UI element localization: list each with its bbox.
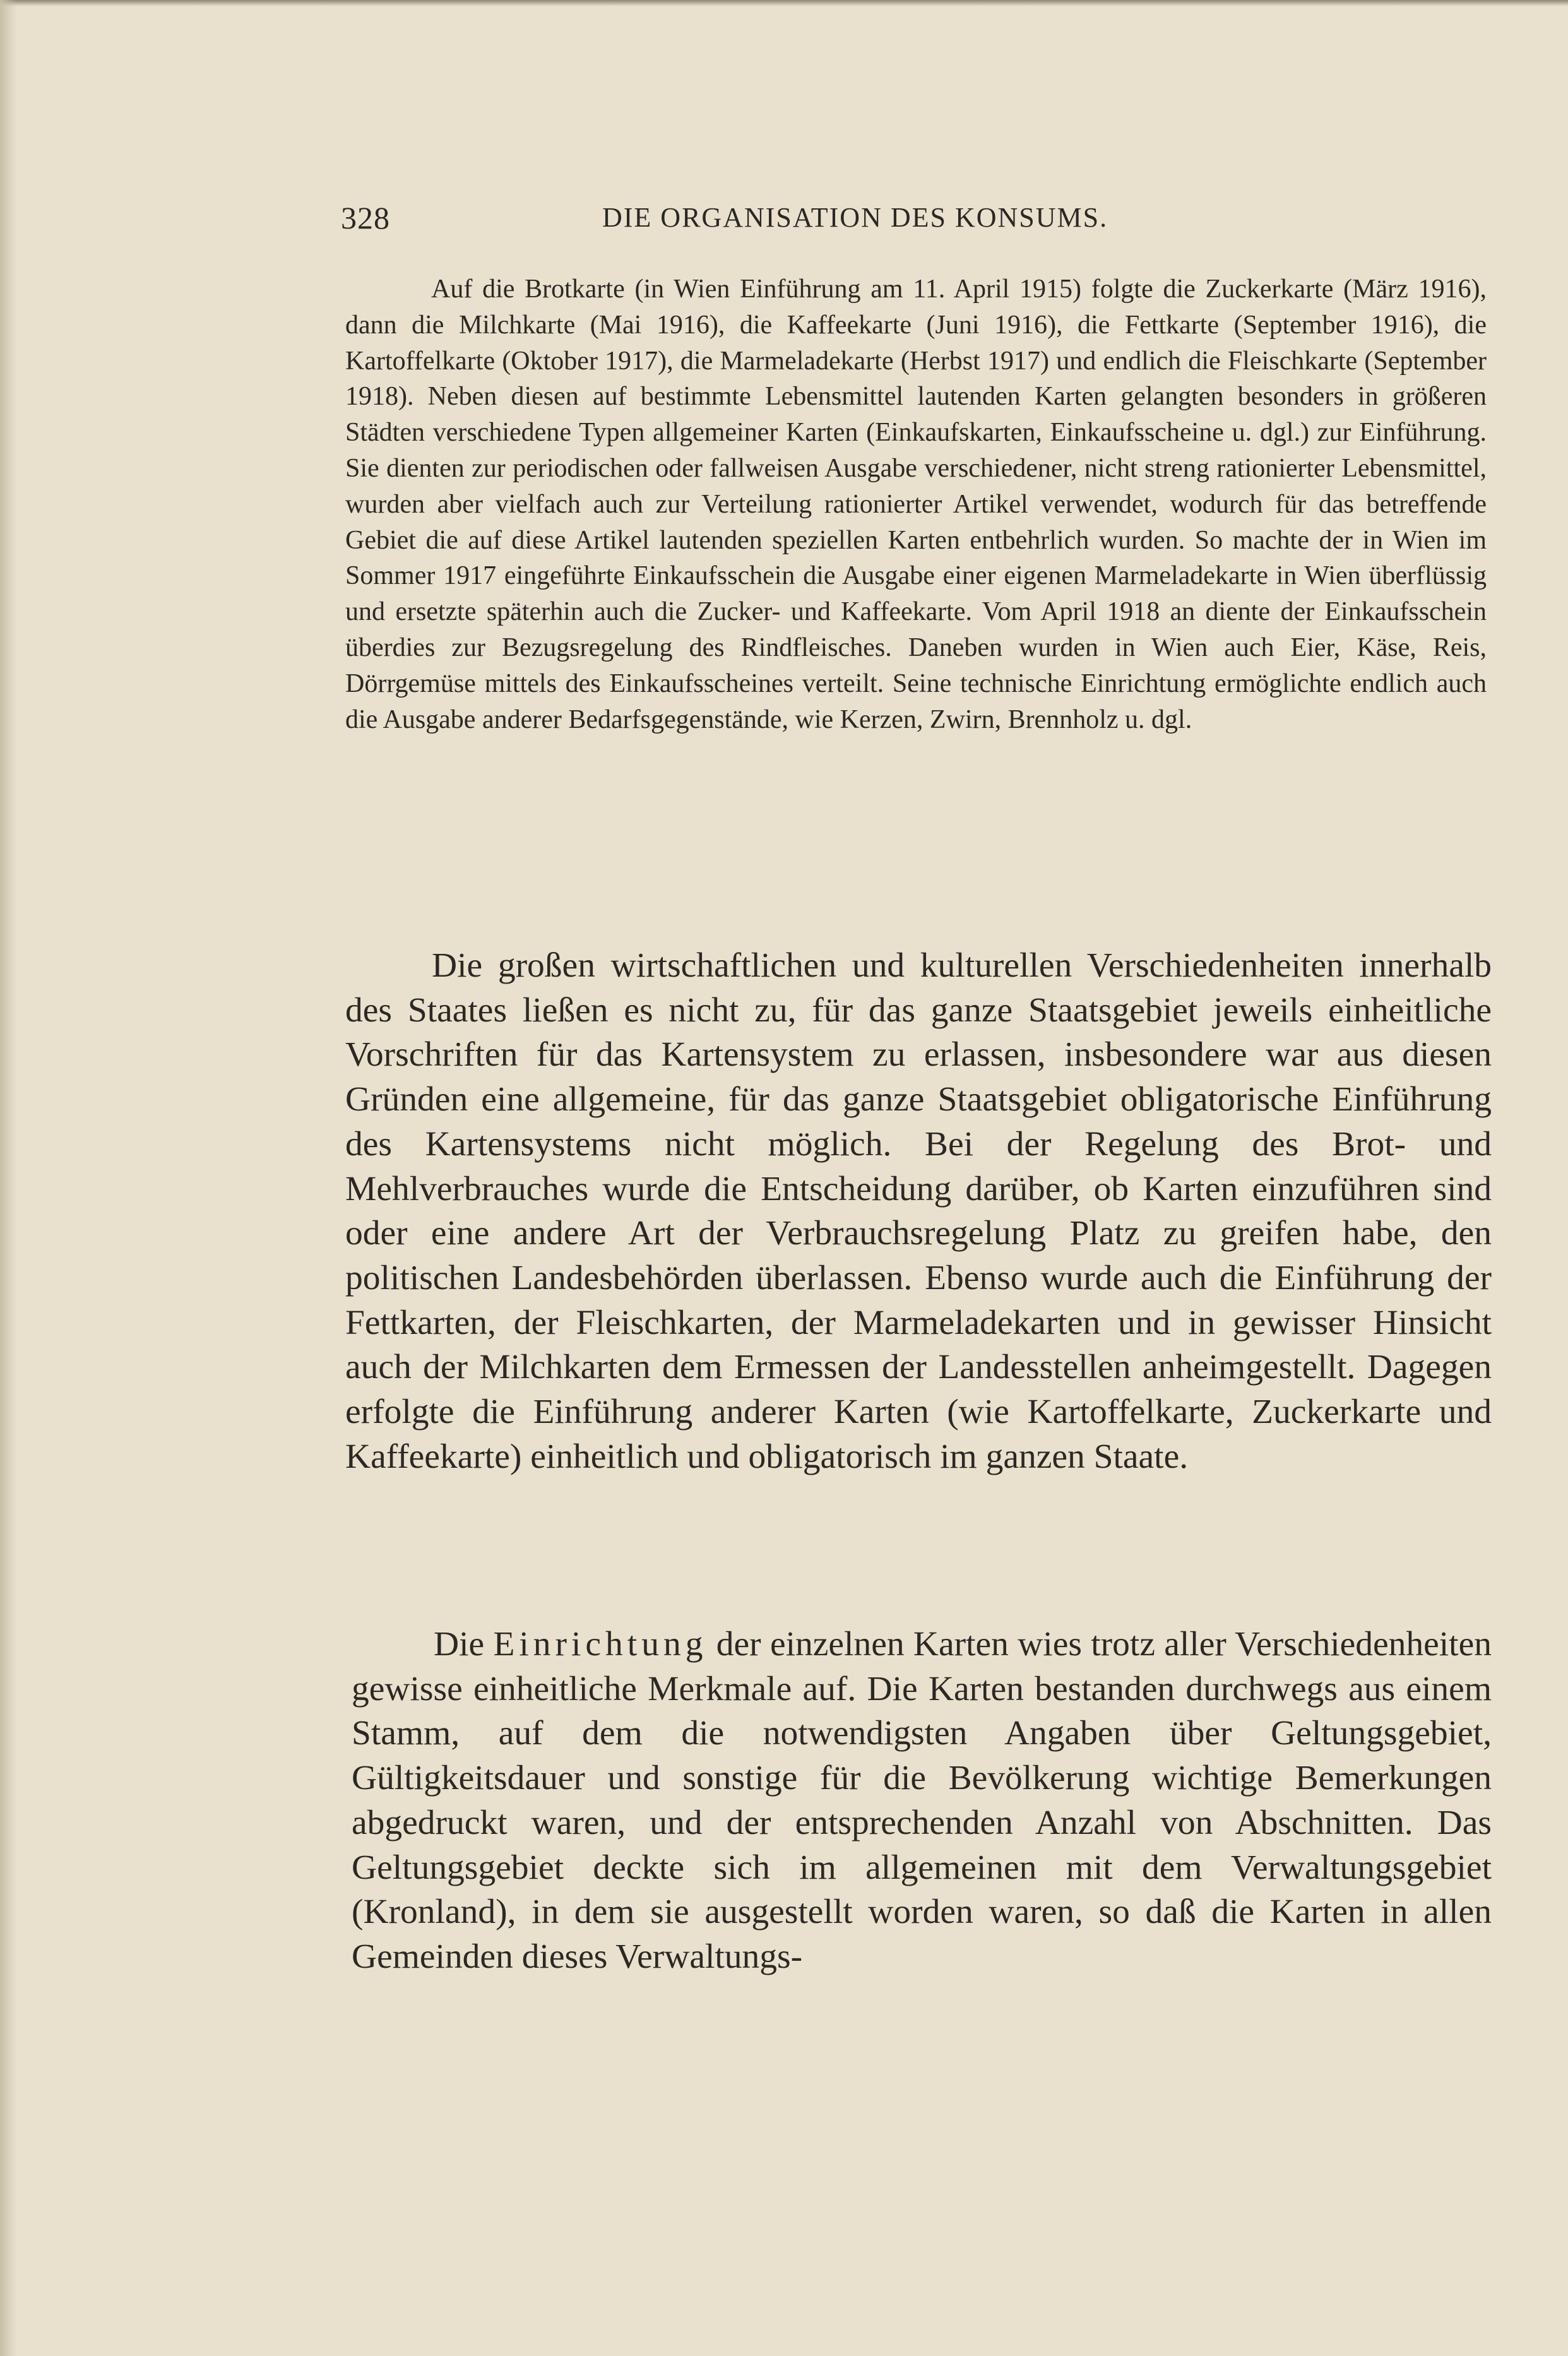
paragraph-2-text: der einzelnen Karten wies trotz aller Verschiedenheiten gewisse einheitliche Merkmale auf. Die Karten bestanden durchwegs aus einem Stamm, auf dem die notwendigsten Angaben über Geltungsgebiet, Gültigkeitsdauer und sonstige für die Bevölkerung wichtige Bemerkungen abgedruckt waren, und der entsprechenden Anzahl von Abschnitten. Das Geltungsgebiet deckte sich im allgemeinen mit dem Verwaltungsgebiet (Kronland), in dem sie ausgestellt worden waren, so daß die Karten in allen Gemeinden dieses Verwaltungs- (352, 1625, 1492, 1976)
page-binding-shadow (0, 0, 16, 2356)
body-paragraph-2 (352, 1622, 1492, 1980)
footnote-paragraph: Auf die Brotkarte (in Wien Einführung am 11. April 1915) folgte die Zuckerkarte (März 1916), dann die Milchkarte (Mai 1916), die Kaffeekarte (Juni 1916), die Fettkarte (September 1916), die Kartoffelkarte (Oktober 1917), die Marmeladekarte (Herbst 1917) und endlich die Fleischkarte (September 1918). Neben diesen auf bestimmte Lebensmittel lautenden Karten gelangten besonders in größeren Städten verschiedene Typen allgemeiner Karten (Einkaufskarten, Einkaufsscheine u. dgl.) zur Einführung. Sie dienten zur periodischen oder fallweisen Ausgabe verschiedener, nicht streng rationierter Lebensmittel, wurden aber vielfach auch zur Verteilung rationierter Artikel verwendet, wodurch für das betreffende Gebiet die auf diese Artikel lautenden speziellen Karten entbehrlich wurden. So machte der in Wien im Sommer 1917 eingeführte Einkaufsschein die Ausgabe einer eigenen Marmeladekarte in Wien überflüssig und ersetzte späterhin auch die Zucker- und Kaffeekarte. Vom April 1918 an diente der Einkaufsschein überdies zur Bezugsregelung des Rindfleisches. Daneben wurden in Wien auch Eier, Käse, Reis, Dörrgemüse mittels des Einkaufsscheines verteilt. Seine technische Einrichtung ermöglichte endlich auch die Ausgabe anderer Bedarfsgegenstände, wie Kerzen, Zwirn, Brennholz u. dgl. (345, 275, 1487, 734)
page-header (341, 193, 1250, 243)
emphasized-term: Einrichtung (493, 1625, 708, 1663)
page-number: 328 (341, 200, 390, 235)
paragraph-2-lead: Die (434, 1625, 485, 1663)
running-head: DIE ORGANISATION DES KONSUMS. (602, 202, 1108, 233)
page-top-edge (0, 0, 1568, 6)
body-paragraph-1: Die großen wirtschaftlichen und kulturellen Verschiedenheiten innerhalb des Staates ließen es nicht zu, für das ganze Staatsgebiet jeweils einheitliche Vorschriften für das Kartensystem zu erlassen, insbesondere war aus diesen Gründen eine allgemeine, für das ganze Staatsgebiet obligatorische Einführung des Kartensystems nicht möglich. Bei der Regelung des Brot- und Mehlverbrauches wurde die Entscheidung darüber, ob Karten einzuführen sind oder eine andere Art der Verbrauchsregelung Platz zu greifen habe, den politischen Landesbehörden überlassen. Ebenso wurde auch die Einführung der Fettkarten, der Fleischkarten, der Marmeladekarten und in gewisser Hinsicht auch der Milchkarten dem Ermessen der Landesstellen anheimgestellt. Dagegen erfolgte die Einführung anderer Karten (wie Kartoffelkarte, Zuckerkarte und Kaffeekarte) einheitlich und obligatorisch im ganzen Staate. (345, 946, 1492, 1476)
